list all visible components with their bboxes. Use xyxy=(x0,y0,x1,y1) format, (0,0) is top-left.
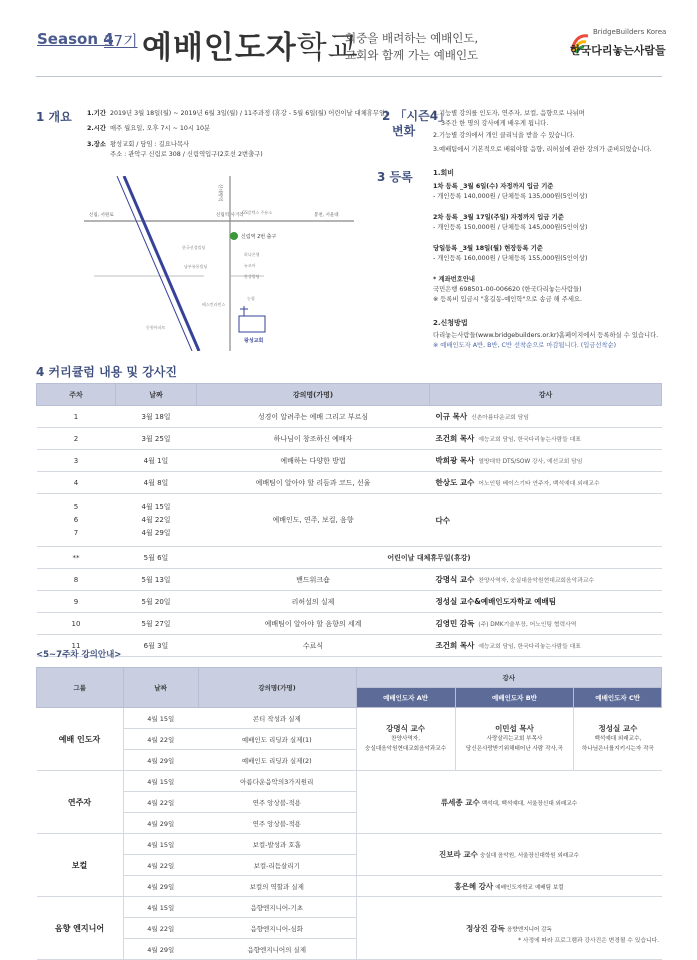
teacher-desc: 하나님은너를지키시는자 작곡 xyxy=(581,746,654,752)
date: 4월 15일 xyxy=(123,771,198,792)
season4-heading-2: 변화 xyxy=(392,124,416,138)
col-title: 강의명(가명) xyxy=(197,384,430,406)
teacher-name: 김영민 감독 xyxy=(435,619,475,628)
date: 4월 29일 xyxy=(123,813,198,834)
map-label-baskin: 베스킨라빈스 xyxy=(202,302,226,307)
class-a-head: 예배인도자 A반 xyxy=(356,688,455,708)
sound-teacher xyxy=(356,897,662,960)
date: 3월 18일 xyxy=(116,406,197,428)
curriculum-heading: 4 커리큘럼 내용 및 강사진 xyxy=(36,365,177,379)
season4-item-1b: 3주간 한 명의 강사에게 배우게 됩니다. xyxy=(441,120,549,127)
title: 콘티 작성과 실제 xyxy=(198,708,356,729)
teacher-name: 한상도 교수 xyxy=(435,478,475,487)
week: 1 xyxy=(37,406,116,428)
teacher-cell xyxy=(430,428,662,450)
week: 4 xyxy=(37,472,116,494)
date-5: 4월 15일 xyxy=(141,502,171,511)
teacher-name: 조건희 목사 xyxy=(435,641,475,650)
method-title: 2.신청방법 xyxy=(433,319,468,327)
tier-2-price: - 개인등록 150,000원 / 단체등록 145,000원(5인이상) xyxy=(433,224,588,231)
teacher-desc: 열방대학 DTS/SOW 강사, 예선교회 담임 xyxy=(478,459,583,465)
title: 예배인도 리딩과 실제(1) xyxy=(198,729,356,750)
fee-title: 1.회비 xyxy=(433,169,455,177)
title: 보컬의 역할과 실제 xyxy=(198,876,356,897)
teacher-desc: 숭실대 음악원, 서울장신대학원 외래교수 xyxy=(479,853,579,859)
method-text: 다리놓는사람들(www.bridgebuilders.or.kr)홈페이지에서 등록하실 수 있습니다. xyxy=(433,332,659,339)
table-row xyxy=(37,547,662,569)
table-row xyxy=(37,635,662,657)
title: 예배하는 다양한 방법 xyxy=(197,450,430,472)
time-value: 매주 월요일, 오후 7시 ~ 10시 10분 xyxy=(109,125,211,132)
logo-ko: 한국다리놓는사람들 xyxy=(570,44,666,57)
date: 4월 29일 xyxy=(123,939,198,960)
teacher-desc: 찬양사역자, 숭실대음악원현대교회음악과교수 xyxy=(478,578,595,584)
title-end: 학교 xyxy=(296,30,359,66)
table-row xyxy=(37,613,662,635)
title: 밴드워크숍 xyxy=(197,569,430,591)
weeks57-heading: <5~7주차 강의안내> xyxy=(36,650,122,660)
title: 예배팀이 알아야 할 음향의 세계 xyxy=(197,613,430,635)
overview-period xyxy=(87,109,388,119)
overview-place xyxy=(87,140,189,150)
holiday-note: 어린이날 대체휴무일(휴강) xyxy=(197,547,662,569)
title: 예배팀이 알아야 할 리듬과 코드, 선율 xyxy=(197,472,430,494)
date: 5월 13일 xyxy=(116,569,197,591)
table-row xyxy=(37,450,662,472)
group-sound: 음향 엔지니어 xyxy=(37,897,124,960)
title: 음향엔지니어-기초 xyxy=(198,897,356,918)
table-row xyxy=(37,494,662,547)
table-row xyxy=(37,771,662,792)
teacher-name: 강명식 교수 xyxy=(435,575,475,584)
table-row xyxy=(37,876,662,897)
teacher-desc: 숭실대음악원현대교회음악과교수 xyxy=(365,746,447,752)
teacher-desc: 어노인팅 베이스기타 연주자, 백석예대 외래교수 xyxy=(478,481,600,487)
teacher-name: 정성실 교수 xyxy=(598,724,638,733)
method-note: ※ 예배인도자 A반, B반, C반 선착순으로 마감됩니다. (입금선착순) xyxy=(433,342,617,349)
col-group: 그룹 xyxy=(37,668,124,708)
group-player: 연주자 xyxy=(37,771,124,834)
teacher-name: 박희광 목사 xyxy=(435,456,475,465)
table-row xyxy=(37,897,662,918)
teacher-name: 진보라 교수 xyxy=(439,850,478,859)
period-value: 2019년 3월 18일(월) ~ 2019년 6월 3일(월) / 11주과정 (휴강 - 5월 6일(월) 어린이날 대체휴무일) xyxy=(109,110,388,117)
season-label: Season 4 xyxy=(37,30,114,48)
teacher-desc: 사랑살리는교회 부목사 xyxy=(486,736,543,742)
vocal-teacher-1 xyxy=(356,834,662,876)
place-value-2: 주소 : 관악구 신림로 308 / 신림역입구(2호선 2번출구) xyxy=(110,151,263,158)
title: 수료식 xyxy=(197,635,430,657)
date: 4월 22일 xyxy=(123,918,198,939)
teacher-name: 홍은혜 강사 xyxy=(454,881,494,891)
location-map xyxy=(84,176,354,351)
title: 보컬-발성과 호흡 xyxy=(198,834,356,855)
week-5: 5 xyxy=(73,502,79,511)
col-title: 강의명(가명) xyxy=(198,668,356,708)
teacher-cell xyxy=(430,569,662,591)
title: 연주 앙상블-적용 xyxy=(198,792,356,813)
overview-heading: 1 개요 xyxy=(36,110,72,124)
subtitle-line-1: 회중을 배려하는 예배인도, xyxy=(345,31,479,45)
time-label: 2.시간 xyxy=(87,125,106,132)
date-7: 4월 29일 xyxy=(141,528,171,537)
account-title: * 계좌번호안내 xyxy=(433,276,475,283)
map-label-gs: GS칼텍스 주유소 xyxy=(242,210,273,215)
map-station: 신림역 2번 출구 xyxy=(241,234,277,240)
date: 4월 1일 xyxy=(116,450,197,472)
table-row xyxy=(37,428,662,450)
page-title xyxy=(142,22,359,67)
title: 아름다운음악의3가지원리 xyxy=(198,771,356,792)
teacher-name: 정상진 감독 xyxy=(466,923,505,933)
teacher-desc: 백석대, 백석예대, 서울장신대 외래교수 xyxy=(481,800,578,807)
footnote: * 사정에 따라 프로그램과 강사진은 변경될 수 있습니다. xyxy=(518,938,659,944)
teacher-desc: 예능교회 담임, 한국다리놓는사람들 대표 xyxy=(478,437,581,443)
week-range xyxy=(37,494,116,547)
class-b-teacher xyxy=(455,708,574,771)
date: 6월 3일 xyxy=(116,635,197,657)
week: 9 xyxy=(37,591,116,613)
weeks57-header-row xyxy=(37,668,662,688)
date: 4월 22일 xyxy=(123,855,198,876)
subtitle-line-2: 교회와 함께 가는 예배인도 xyxy=(345,48,479,62)
teacher-name: 정성실 교수&예배인도자학교 예배팀 xyxy=(435,597,556,606)
map-label-bldg2: 남부유통빌딩 xyxy=(184,264,208,269)
title: 음향엔지니어-심화 xyxy=(198,918,356,939)
teacher-desc: 백석예대 외래교수, xyxy=(594,736,642,742)
group-leader: 예배 인도자 xyxy=(37,708,124,771)
week: 10 xyxy=(37,613,116,635)
season4-item-3: 3.예배팀에서 기본적으로 배워야할 음향, 리허설에 관한 강의가 준비되었습니다. xyxy=(433,146,652,153)
weeks57-table xyxy=(36,667,662,960)
teacher-desc: 찬양사역자, xyxy=(391,736,420,742)
col-week: 주차 xyxy=(37,384,116,406)
season4-item-1: 1.기능별 강의를 인도자, 연주자, 보컬, 음향으로 나뉘며 xyxy=(433,110,585,117)
week: 3 xyxy=(37,450,116,472)
week-6: 6 xyxy=(73,515,79,524)
teacher-desc: (주) DMK기술부장, 어노인팅 협력사역 xyxy=(478,622,577,628)
week-7: 7 xyxy=(73,528,79,537)
class-c-teacher xyxy=(574,708,662,771)
class-c-head: 예배인도자 C반 xyxy=(574,688,662,708)
title: 예배인도 리딩과 실제(2) xyxy=(198,750,356,771)
tier-3-title-text: 당일등록 _3월 18일(월) 현장등록 기준 xyxy=(433,245,543,252)
week: 8 xyxy=(37,569,116,591)
vocal-teacher-2 xyxy=(356,876,662,897)
map-label-daebang: 신대방역 xyxy=(217,184,222,202)
table-row xyxy=(37,406,662,428)
table-row xyxy=(37,472,662,494)
teacher-name: 이규 목사 xyxy=(435,412,468,421)
col-teacher: 강사 xyxy=(430,384,662,406)
teacher-name: 조건희 목사 xyxy=(435,434,475,443)
overview-time xyxy=(87,124,210,134)
teacher-cell xyxy=(430,494,662,547)
date-6: 4월 22일 xyxy=(141,515,171,524)
curriculum-header-row xyxy=(37,384,662,406)
teacher-desc: 당신은사랑받기위해태어난 사람 작사,곡 xyxy=(465,746,564,752)
tier-1-title-text: 1차 등록 _3월 6일(수) 자정까지 입금 기준 xyxy=(433,183,554,190)
tier-1-price: - 개인등록 140,000원 / 단체등록 135,000원(5인이상) xyxy=(433,193,588,200)
page-subtitle xyxy=(345,30,478,64)
col-date: 날짜 xyxy=(123,668,198,708)
title: 성경이 알려주는 예배 그리고 부르심 xyxy=(197,406,430,428)
date: 4월 29일 xyxy=(123,876,198,897)
teacher-name: 강명식 교수 xyxy=(386,724,425,733)
teacher-name: 다수 xyxy=(435,515,450,525)
map-church: 왕성교회 xyxy=(244,338,264,344)
teacher-cell xyxy=(430,613,662,635)
teacher-cell xyxy=(430,591,662,613)
season4-item-2: 2.기능별 강의에서 개인 클리닉을 받을 수 있습니다. xyxy=(433,132,575,139)
tier-1-title xyxy=(433,182,553,192)
week: 2 xyxy=(37,428,116,450)
tier-2-title xyxy=(433,213,564,223)
map-label-crossroad: 신림역 사거리 xyxy=(216,213,244,218)
date-range xyxy=(116,494,197,547)
curriculum-table xyxy=(36,383,662,657)
tier-2-title-text: 2차 등록 _3월 17일(주일) 자정까지 입금 기준 xyxy=(433,214,564,221)
teacher-desc: 예능교회 담임, 한국다리놓는사람들 대표 xyxy=(478,644,581,650)
date: 5월 27일 xyxy=(116,613,197,635)
player-teacher xyxy=(356,771,662,834)
tier-3-price: - 개인등록 160,000원 / 단체등록 155,000원(5인이상) xyxy=(433,255,588,262)
registration-heading: 3 등록 xyxy=(377,170,413,184)
title: 보컬-리듬살리기 xyxy=(198,855,356,876)
date: 4월 29일 xyxy=(123,750,198,771)
title: 리허설의 실제 xyxy=(197,591,430,613)
map-label-bldg1: 한국선경빌딩 xyxy=(182,245,206,250)
date: 3월 25일 xyxy=(116,428,197,450)
map-label-bongcheon: 봉천, 서울대 xyxy=(314,213,339,218)
map-label-apt: 동원아파트 xyxy=(146,325,166,330)
title-main: 예배인도자 xyxy=(142,30,297,66)
map-label-sillim: 신림, 서원로 xyxy=(89,213,114,218)
date: 4월 22일 xyxy=(123,792,198,813)
map-label-nh: 농협 xyxy=(247,296,255,301)
map-label-hansung: 한성빌딩 xyxy=(244,274,260,279)
teacher-desc: 음향엔지니어 감독 xyxy=(506,926,552,933)
class-a-teacher xyxy=(356,708,455,771)
place-label: 3.장소 xyxy=(87,141,106,148)
account-note: ※ 등록비 입금시 "홍길동-예인학"으로 송금 해 주세요. xyxy=(433,296,583,303)
title: 연주 앙상블-적용 xyxy=(198,813,356,834)
col-teacher: 강사 xyxy=(356,668,662,688)
account-number: 국민은행 698501-00-006620 (한국다리놓는사람들) xyxy=(433,286,582,293)
header-divider xyxy=(36,76,662,77)
tier-3-title xyxy=(433,244,543,254)
teacher-name: 류세종 교수 xyxy=(440,797,480,807)
teacher-cell xyxy=(430,450,662,472)
teacher-name: 이민섭 목사 xyxy=(495,724,534,733)
title: 음향엔지니어의 실제 xyxy=(198,939,356,960)
teacher-desc: 신촌아름다운교회 담임 xyxy=(471,415,529,421)
map-label-newcore: 뉴코아 xyxy=(244,263,256,268)
week: ** xyxy=(37,547,116,569)
generation-label: 37기 xyxy=(104,32,138,50)
title: 예배인도, 연주, 보컬, 음향 xyxy=(197,494,430,547)
table-row xyxy=(37,569,662,591)
teacher-cell xyxy=(430,472,662,494)
col-date: 날짜 xyxy=(116,384,197,406)
teacher-cell xyxy=(430,635,662,657)
group-vocal: 보컬 xyxy=(37,834,124,897)
table-row xyxy=(37,708,662,729)
table-row xyxy=(37,591,662,613)
date: 4월 15일 xyxy=(123,897,198,918)
date: 5월 6일 xyxy=(116,547,197,569)
date: 4월 22일 xyxy=(123,729,198,750)
teacher-cell xyxy=(430,406,662,428)
date: 4월 15일 xyxy=(123,834,198,855)
week: 11 xyxy=(37,635,116,657)
period-label: 1.기간 xyxy=(87,110,106,117)
season4-heading-1: 2 「시즌4」 xyxy=(382,109,451,123)
place-value-1: 왕성교회 / 담임 : 길요나목사 xyxy=(109,141,190,148)
class-b-head: 예배인도자 B반 xyxy=(455,688,574,708)
map-label-bank: 하나은행 xyxy=(244,252,260,257)
date: 4월 15일 xyxy=(123,708,198,729)
date: 4월 8일 xyxy=(116,472,197,494)
logo-en: BridgeBuilders Korea xyxy=(593,28,667,36)
table-row xyxy=(37,834,662,855)
title: 하나님이 창조하신 예배자 xyxy=(197,428,430,450)
teacher-desc: 예배인도자학교 예배팀 보컬 xyxy=(495,884,564,891)
date: 5월 20일 xyxy=(116,591,197,613)
